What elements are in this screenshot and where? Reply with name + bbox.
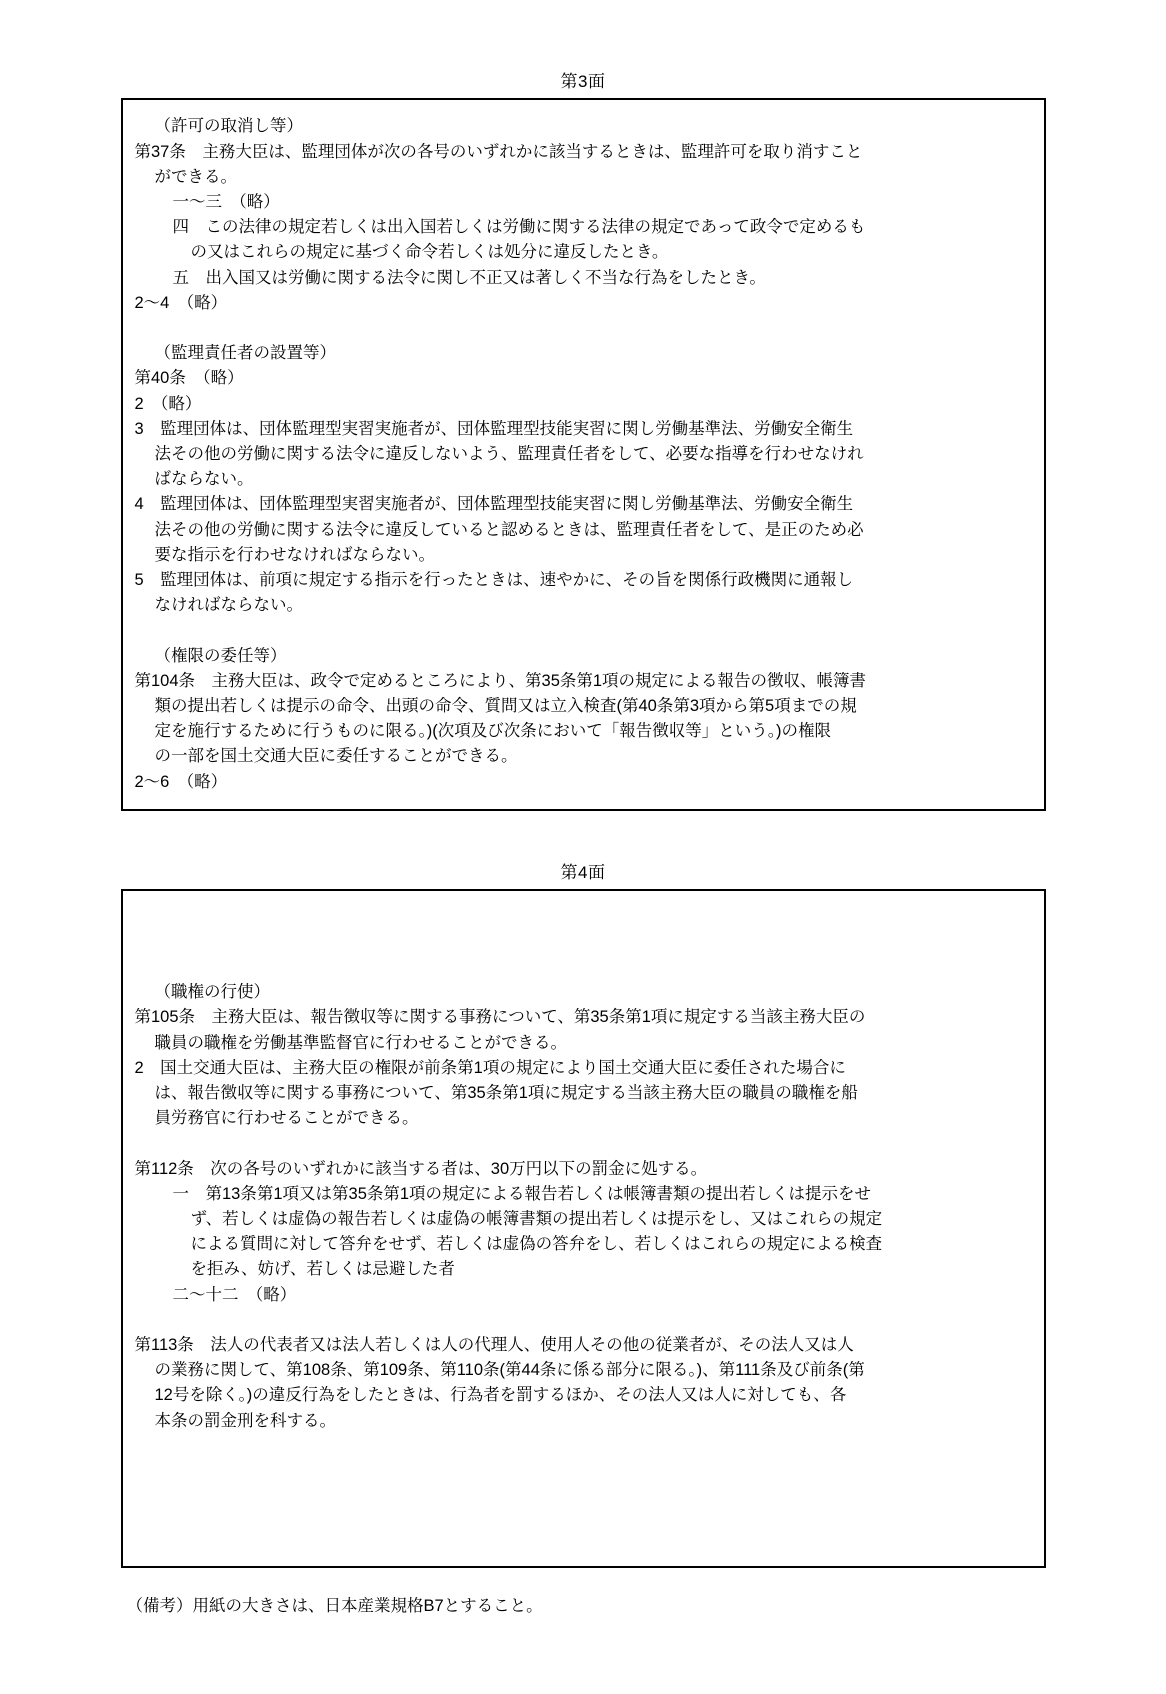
- text-line: 第112条 次の各号のいずれかに該当する者は、30万円以下の罰金に処する。: [134, 1159, 708, 1178]
- sheet-4-top-padding: [135, 905, 1030, 980]
- text-line: 2 （略）: [134, 394, 202, 413]
- text-line: 第37条 主務大臣は、監理団体が次の各号のいずれかに該当するときは、監理許可を取り消すこと: [134, 142, 863, 161]
- text-line: を拒み、妨げ、若しくは忌避した者: [190, 1260, 455, 1279]
- sheet-4-box: [121, 889, 1046, 1568]
- text-line: 職員の職権を労働基準監督官に行わせることができる。: [154, 1033, 567, 1052]
- text-line: による質問に対して答弁をせず、若しくは虚偽の答弁をし、若しくはこれらの規定による検査: [190, 1235, 883, 1254]
- top-spacer: [0, 0, 1166, 72]
- text-line-blank: [135, 316, 1030, 341]
- sheet-4-bottom-padding: [135, 1434, 1030, 1552]
- sheet-3-box: [121, 98, 1046, 810]
- text-line: 一〜三 （略）: [172, 193, 280, 211]
- text-line: 2〜4 （略）: [134, 293, 228, 312]
- text-line: ばならない。: [154, 470, 254, 489]
- text-line: ず、若しくは虚偽の報告若しくは虚偽の帳簿書類の提出若しくは提示をし、又はこれらの規定: [190, 1210, 883, 1229]
- text-line: 四 この法律の規定若しくは出入国若しくは労働に関する法律の規定であって政令で定めるも: [172, 218, 866, 237]
- text-line: （監理責任者の設置等）: [154, 344, 336, 363]
- text-line: の業務に関して、第108条、第109条、第110条(第44条に係る部分に限る。)、第111条及び前条(第: [154, 1361, 865, 1380]
- text-line: の又はこれらの規定に基づく命令若しくは処分に違反したとき。: [190, 243, 669, 262]
- text-line: 要な指示を行わせなければならない。: [154, 545, 435, 564]
- text-line-blank: [135, 618, 1030, 643]
- text-line: 員労務官に行わせることができる。: [154, 1109, 419, 1128]
- sheet-4-text-block: [135, 980, 1030, 1434]
- footnote: （備考）用紙の大きさは、日本産業規格B7とすること。: [126, 1596, 543, 1615]
- text-line: 12号を除く。)の違反行為をしたときは、行為者を罰するほか、その法人又は人に対しても、各: [154, 1386, 847, 1405]
- sheet-3-label: 第3面: [560, 72, 606, 91]
- text-line: なければならない。: [154, 596, 303, 615]
- text-line-blank: [135, 1308, 1030, 1333]
- sheet-4-label: 第4面: [560, 862, 606, 882]
- text-line: 法その他の労働に関する法令に違反していると認めるときは、監理責任者をして、是正のため必: [154, 520, 864, 539]
- sheet-gap: [0, 811, 1166, 863]
- footnote-wrap: [121, 1594, 1046, 1618]
- text-line: 法その他の労働に関する法令に違反しないよう、監理責任者をして、必要な指導を行わせなけれ: [154, 445, 864, 464]
- text-line: 2〜6 （略）: [134, 772, 228, 791]
- text-line: 定を施行するために行うものに限る。)(次項及び次条において「報告徴収等」という。)の権限: [154, 722, 831, 741]
- text-line: 第104条 主務大臣は、政令で定めるところにより、第35条第1項の規定による報告の徴収、帳簿書: [134, 671, 867, 690]
- text-line: 5 監理団体は、前項に規定する指示を行ったときは、速やかに、その旨を関係行政機関に通報し: [134, 571, 854, 590]
- text-line: 3 監理団体は、団体監理型実習実施者が、団体監理型技能実習に関し労働基準法、労働安全衛生: [134, 419, 854, 438]
- text-line: 第113条 法人の代表者又は法人若しくは人の代理人、使用人その他の従業者が、その法人又は人: [134, 1336, 854, 1355]
- text-line: （権限の委任等）: [154, 646, 287, 665]
- text-line: の一部を国土交通大臣に委任することができる。: [154, 747, 518, 766]
- text-line: ができる。: [154, 167, 237, 186]
- text-line: 二〜十二 （略）: [172, 1285, 297, 1304]
- text-line: 第40条 （略）: [134, 369, 244, 388]
- text-line: 五 出入国又は労働に関する法令に関し不正又は著しく不当な行為をしたとき。: [172, 268, 766, 287]
- text-line: 本条の罰金刑を科する。: [154, 1411, 336, 1430]
- text-line: 4 監理団体は、団体監理型実習実施者が、団体監理型技能実習に関し労働基準法、労働安全衛生: [134, 495, 854, 514]
- sheet-4-content: [123, 891, 1044, 1566]
- text-line: は、報告徴収等に関する事務について、第35条第1項に規定する当該主務大臣の職員の職権を船: [154, 1084, 858, 1103]
- text-line: 第105条 主務大臣は、報告徴収等に関する事務について、第35条第1項に規定する当該主務大臣の: [134, 1008, 866, 1027]
- text-line: 2 国土交通大臣は、主務大臣の権限が前条第1項の規定により国土交通大臣に委任された場合に: [134, 1058, 846, 1077]
- text-line: 類の提出若しくは提示の命令、出頭の命令、質問又は立入検査(第40条第3項から第5項までの規: [154, 697, 857, 716]
- text-line: 一 第13条第1項又は第35条第1項の規定による報告若しくは帳簿書類の提出若しくは提示をせ: [172, 1184, 872, 1203]
- sheet-3-content: [123, 100, 1044, 808]
- text-line-blank: [135, 1131, 1030, 1156]
- text-line: （許可の取消し等）: [154, 117, 303, 136]
- sheet-3-text-block: [135, 114, 1030, 794]
- text-line: （職権の行使）: [154, 983, 270, 1002]
